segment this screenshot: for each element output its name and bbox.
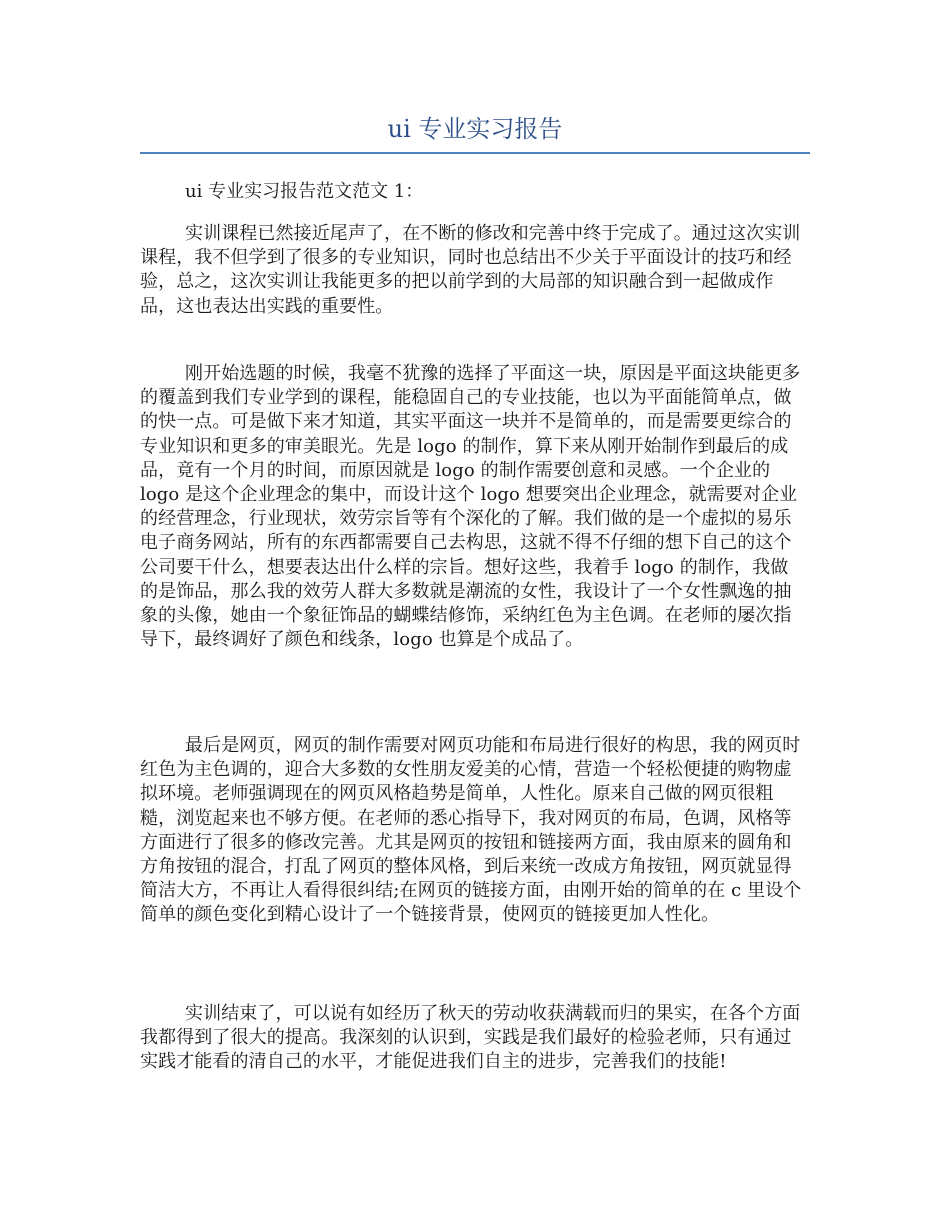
body-paragraph-1: 实训课程已然接近尾声了，在不断的修改和完善中终于完成了。通过这次实训课程，我不但学到了很多的专业知识，同时也总结出不少关于平面设计的技巧和经验，总之，这次实训让我能更多的把以前学到的大局部的知识融合到一起做成作品，这也表达出实践的重要性。 — [140, 223, 801, 317]
document-title: ui 专业实习报告 — [387, 115, 563, 143]
body-paragraph-3: 最后是网页，网页的制作需要对网页功能和布局进行很好的构思，我的网页时红色为主色调的，迎合大多数的女性朋友爱美的心情，营造一个轻松便捷的购物虚拟环境。老师强调现在的网页风格趋势是简单，人性化。原来自己做的网页很粗糙，浏览起来也不够方便。在老师的悉心指导下，我对网页的布局，色调，风格等方面进行了很多的修改完善。尤其是网页的按钮和链接两方面，我由原来的圆角和方角按钮的混合，打乱了网页的整体风格，到后来统一改成方角按钮，网页就显得简洁大方，不再让人看得很纠结;在网页的链接方面，由刚开始的简单的在 c 里设个简单的颜色变化到精心设计了一个链接背景，使网页的链接更加人性化。 — [140, 735, 802, 926]
document-subheading: ui 专业实习报告范文范文 1： — [185, 181, 424, 202]
title-underline — [140, 152, 810, 154]
body-paragraph-2: 刚开始选题的时候，我毫不犹豫的选择了平面这一块，原因是平面这块能更多的覆盖到我们专业学到的课程，能稳固自己的专业技能，也以为平面能简单点，做的快一点。可是做下来才知道，其实平面这一块并不是简单的，而是需要更综合的专业知识和更多的审美眼光。先是 logo 的制作，算下来从刚开始制作到最后的成品，竟有一个月的时间，而原因就是 logo 的制作需要创意和灵感。一个企业的 logo 是这个企业理念的集中，而设计这个 logo 想要突出企业理念，就需要对企业的经营理念，行业现状，效劳宗旨等有个深化的了解。我们做的是一个虚拟的易乐电子商务网站，所有的东西都需要自己去构思，这就不得不仔细的想下自己的这个公司要干什么，想要表达出什么样的宗旨。想好这些，我着手 logo 的制作，我做的是饰品，那么我的效劳人群大多数就是潮流的女性，我设计了一个女性飘逸的抽象的头像，她由一个象征饰品的蝴蝶结修饰，采纳红色为主色调。在老师的屡次指导下，最终调好了颜色和线条，logo 也算是个成品了。 — [140, 363, 801, 651]
body-paragraph-4: 实训结束了，可以说有如经历了秋天的劳动收获满载而归的果实，在各个方面我都得到了很大的提高。我深刻的认识到，实践是我们最好的检验老师，只有通过实践才能看的清自己的水平，才能促进我们自主的进步，完善我们的技能! — [140, 1003, 801, 1073]
